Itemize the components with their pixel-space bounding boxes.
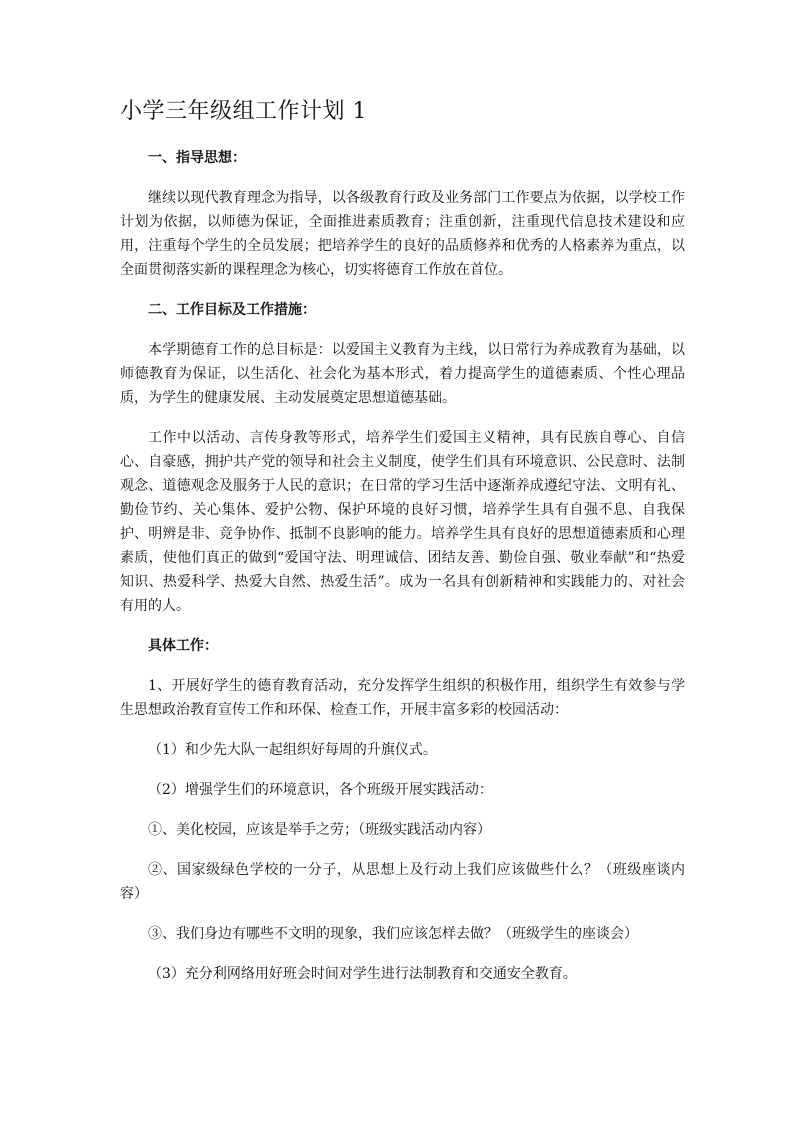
document-page xyxy=(120,96,685,1002)
paragraph-guiding-thought: 继续以现代教育理念为指导，以各级教育行政及业务部门工作要点为依据，以学校工作计划为依据，以师德为保证，全面推进素质教育；注重创新，注重现代信息技术建设和应用，注重每个学生的全员发展；把培养学生的良好的品质修养和优秀的人格素养为重点，以全面贯彻落实新的课程理念为核心，切实将德育工作放在首位。 xyxy=(120,190,685,278)
document-title: 小学三年级组工作计划 1 xyxy=(120,99,367,124)
section-heading-goals-measures: 二、工作目标及工作措施： xyxy=(148,302,316,318)
list-item-beautify-campus: ①、美化校园，应该是举手之劳；（班级实践活动内容） xyxy=(148,822,491,838)
list-item-green-school: ②、国家级绿色学校的一分子，从思想上及行动上我们应该做些什么？（班级座谈内容） xyxy=(120,862,685,902)
paragraph-work-methods: 工作中以活动、言传身教等形式，培养学生们爱国主义精神，具有民族自尊心、自信心、自豪感，拥护共产党的领导和社会主义制度，使学生们具有环境意识、公民意时、法制观念、道德观念及服务于人民的意识；在日常的学习生活中逐渐养成遵纪守法、文明有礼、勤俭节约、关心集体、爱护公物、保护环境的良好习惯，培养学生具有自强不息、自我保护、明辨是非、竞争协作、抵制不良影响的能力。培养学生具有良好的思想道德素质和心理素质，使他们真正的做到“爱国守法、明理诚信、团结友善、勤俭自强、敬业奉献”和“热爱知识、热爱科学、热爱大自然、热爱生活”。成为一名具有创新精神和实践能力的、对社会有用的人。 xyxy=(120,430,685,614)
paragraph-overall-goal: 本学期德育工作的总目标是：以爱国主义教育为主线，以日常行为养成教育为基础，以师德教育为保证，以生活化、社会化为基本形式，着力提高学生的道德素质、个性心理品质，为学生的健康发展、主动发展奠定思想道德基础。 xyxy=(120,342,685,406)
section-heading-guiding-thought: 一、指导思想： xyxy=(148,150,246,166)
list-item-uncivilized-behavior: ③、我们身边有哪些不文明的现象，我们应该怎样去做？（班级学生的座谈会） xyxy=(148,926,638,942)
list-item-environment-awareness: （2）增强学生们的环境意识，各个班级开展实践活动： xyxy=(148,782,493,798)
paragraph-specific-work-1: 1、开展好学生的德育教育活动，充分发挥学生组织的积极作用，组织学生有效参与学生思想政治教育宣传工作和环保、检查工作，开展丰富多彩的校园活动： xyxy=(120,678,685,718)
list-item-flag-ceremony: （1）和少先大队一起组织好每周的升旗仪式。 xyxy=(148,742,437,758)
list-item-legal-traffic-education: （3）充分利网络用好班会时间对学生进行法制教育和交通安全教育。 xyxy=(148,966,577,982)
section-heading-specific-work: 具体工作： xyxy=(148,638,218,654)
